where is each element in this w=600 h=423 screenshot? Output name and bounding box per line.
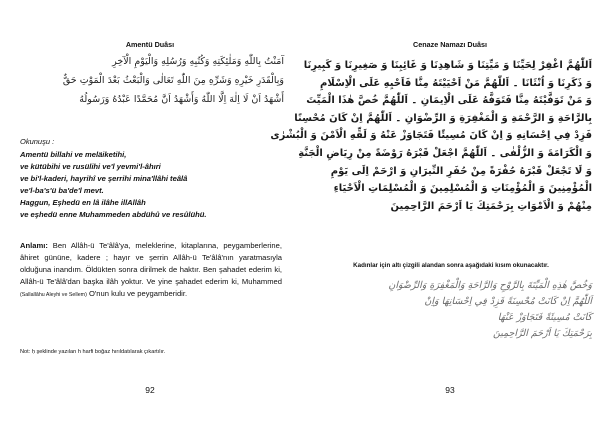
arabic-line: وَبِالْقَدَرِ خَيْرِهِ وَشَرِّهِ مِنَ اللّٰهِ تَعَالٰى وَالْبَعْثُ بَعْدَ الْمَوْتِ حَقٌّ — [62, 75, 284, 86]
meaning-text: Ben Allâh-ü Te'âlâ'ya, meleklerine, kitaplarına, peygamberlerine, âhiret gününe, kadere ; hayır ve şerrin Allâh-ü Te'âlâ'nın yaratmasıyla olduğuna inandım. Öldükten sonra dirilmek de haktır. Ben şahadet ederim ki, Allâh-ü Te'âlâ'dan başka ilâh yoktur. Ve yine şahadet ederim ki, Muhammed — [20, 241, 282, 287]
women-instruction: Kadınlar için altı çizgili alandan sonra aşağıdaki kısım okunacaktır. — [353, 262, 549, 269]
scanned-arabic-prayer — [270, 57, 592, 235]
meaning-label: Anlamı: — [20, 241, 48, 250]
prayer-line: وَ ذَكَرِنَا وَ اُنْثَانَا ۔ اَللّٰهُمَّ مَنْ اَحْيَيْتَهُ مِنَّا فَاَحْيِهِ عَلَى الْاِسْلَامِ — [320, 77, 592, 89]
transliteration-line: ve bi'l-kaderi, hayrihî ve şerrihi mina'llâhi teâlâ — [20, 174, 188, 183]
arabic-line: آمَنْتُ بِاللّٰهِ وَمَلٰئِكَتِهِ وَكُتُبِهِ وَرُسُلِهِ وَالْيَوْمِ الْآخِرِ — [112, 56, 284, 67]
prayer-line: اَللّٰهُمَّ اغْفِرْ لِحَيِّنَا وَ مَيِّتِنَا وَ شَاهِدِنَا وَ غَائِبِنَا وَ صَغِيرِنَا وَ كَبِيرِنَا — [303, 60, 592, 71]
transliteration-line: Haggun, Eşhedü en lâ ilâhe illAllâh — [20, 198, 146, 207]
arabic-line: أَشْهَدُ اَنْ لَا اِلٰهَ اِلَّا اللّٰهُ وَأَشْهَدُ اَنَّ مُحَمَّدًا عَبْدُهُ وَرَسُولُهُ — [79, 94, 284, 105]
transliteration-block — [20, 149, 282, 221]
transliteration-line: Amentü billahi ve meläiketihi, — [20, 150, 127, 159]
transliteration-line: ve'l-ba's'ü ba'de'l mevt. — [20, 186, 104, 195]
page-number: 93 — [445, 385, 455, 395]
handwritten-line: كَانَتْ مُسِيئَةً فَتَجَاوَزْ عَنْهَا — [497, 312, 592, 323]
page-number: 92 — [145, 385, 155, 395]
footnote: Not: ḥ şeklinde yazılan h harfi boğaz hırıldatılarak çıkartılır. — [20, 349, 166, 355]
handwritten-arabic-addendum — [314, 278, 592, 344]
handwritten-line: وَخُصَّ هٰذِهِ الْمَيِّتَةَ بِالرَّوْحِ وَالرَّاحَةِ وَالْمَغْفِرَةِ وَالرِّضْوَانِ — [388, 280, 592, 291]
right-page — [270, 0, 600, 423]
page-title: Amentü Duâsı — [125, 40, 175, 49]
arabic-text-block — [18, 52, 284, 109]
transliteration-line: ve kütübihi ve rusülihi ve'l yevmi'l-âhıri — [20, 162, 161, 171]
meaning-text-end: O'nun kulu ve peygamberidir. — [86, 289, 188, 299]
handwritten-line: اَللّٰهُمَّ اِنْ كَانَتْ مُحْسِنَةً فَزِدْ فِي اِحْسَانِهَا وَاِنْ — [424, 296, 592, 307]
prayer-line: الْمُؤْمِنِينَ وَ الْمُؤْمِنَاتِ وَ الْمُسْلِمِينَ وَ الْمُسْلِمَاتِ الْاَحْيَاءِ — [333, 183, 592, 195]
salawat-text: (Sallallâhu Aleyhi ve Sellem) — [20, 292, 87, 299]
prayer-line: مِنْهُمْ وَ الْاَمْوَاتِ بِرَحْمَتِكَ يَا اَرْحَمَ الرَّاحِمِينَ — [390, 200, 592, 212]
prayer-line: فَزِدْ فِي اِحْسَانِهِ وَ اِنْ كَانَ مُسِيئًا فَتَجَاوَزْ عَنْهُ وَ لَقِّهِ الْاَمْنَ وَ الْبُشْرٰى — [270, 130, 592, 142]
prayer-line: وَ لَا تَجْعَلْ قَبْرَهُ حُفْرَةً مِنْ حُفَرِ النِّيرَانِ وَ ارْحَمْ اِلَى يَوْمِ — [330, 165, 592, 177]
meaning-paragraph — [20, 240, 282, 301]
prayer-line: وَ الْكَرَامَةَ وَ الزُّلْفٰى ۔ اَللّٰهُمَّ اجْعَلْ قَبْرَهُ رَوْضَةً مِنْ رِيَاضِ الْجَنَّةِ — [298, 147, 592, 159]
handwritten-line: بِرَحْمَتِكَ يَا اَرْحَمَ الرَّاحِمِينَ — [492, 328, 592, 339]
page-title: Cenaze Namazı Duâsı — [413, 40, 487, 49]
prayer-line: بِالرَّاحَةِ وَ الرَّحْمَةِ وَ الْمَغْفِرَةِ وَ الرِّضْوَانِ ۔ اَللّٰهُمَّ اِنْ كَانَ مُحْسِنًا — [294, 112, 592, 124]
prayer-line: وَ مَنْ تَوَفَّيْتَهُ مِنَّا فَتَوَفَّهُ عَلَى الْاِيمَانِ ۔ اَللّٰهُمَّ خُصَّ هٰذَا الْمَيِّتَ — [306, 95, 592, 107]
okunusu-label: Okunuşu : — [20, 137, 55, 146]
transliteration-line: ve eşhedü enne Muhammeden abdühû ve resûlühü. — [20, 210, 207, 219]
